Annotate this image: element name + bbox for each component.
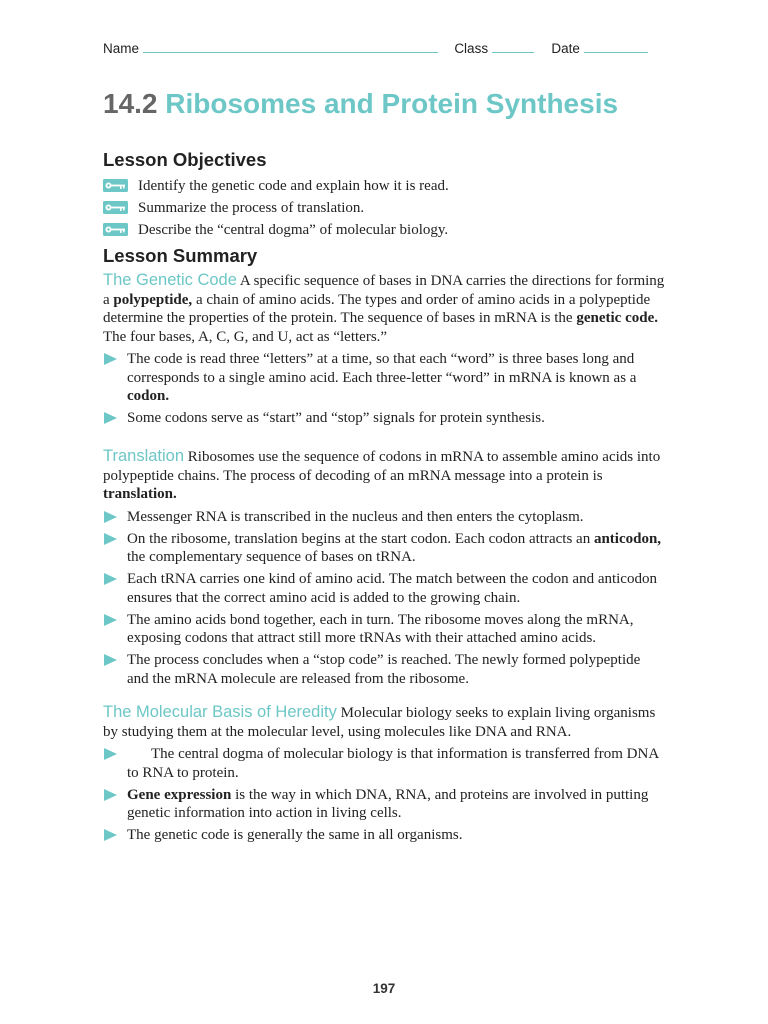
genetic-code-heading: The Genetic Code <box>103 271 237 289</box>
triangle-bullet-icon <box>104 533 117 545</box>
list-item: Messenger RNA is transcribed in the nucleus and then enters the cytoplasm. <box>103 508 665 527</box>
triangle-bullet-icon <box>104 789 117 801</box>
genetic-code-bullets <box>103 350 665 428</box>
triangle-bullet-icon <box>104 748 117 760</box>
key-icon <box>103 179 128 192</box>
objectives-list <box>103 175 673 241</box>
date-label: Date <box>551 41 580 56</box>
genetic-code-paragraph: The Genetic Code A specific sequence of bases in DNA carries the directions for forming a polypeptide, a chain of amino acids. The types and order of amino acids in a polypeptide determine the properties of the protein. The sequence of bases in mRNA is the genetic code. The four bases, A, C, G, and U, act as “letters.” <box>103 271 665 345</box>
objective-item: Describe the “central dogma” of molecular biology. <box>103 219 673 241</box>
list-item: The genetic code is generally the same in all organisms. <box>103 826 665 845</box>
page-number: 197 <box>372 981 396 996</box>
triangle-bullet-icon <box>104 829 117 841</box>
page-title <box>103 88 618 120</box>
list-item: The code is read three “letters” at a time, so that each “word” is three bases long and corresponds to a single amino acid. Each three-letter “word” in mRNA is known as a codon. <box>103 350 665 406</box>
translation-heading: Translation <box>103 447 185 465</box>
translation-bullets <box>103 508 665 689</box>
list-item: The amino acids bond together, each in turn. The ribosome moves along the mRNA, exposing codons that attract still more tRNAs with their attached amino acids. <box>103 611 665 648</box>
summary-heading: Lesson Summary <box>103 245 258 266</box>
translation-paragraph: Translation Ribosomes use the sequence of codons in mRNA to assemble amino acids into polypeptide chains. The process of decoding of an mRNA message into a protein is translation. <box>103 447 661 502</box>
date-field[interactable] <box>584 40 648 53</box>
list-item: Each tRNA carries one kind of amino acid. The match between the codon and anticodon ensures that the correct amino acid is added to the growing chain. <box>103 570 665 607</box>
objective-item: Summarize the process of translation. <box>103 197 673 219</box>
list-item: Gene expression is the way in which DNA, RNA, and proteins are involved in putting genetic information into action in living cells. <box>103 786 665 823</box>
genetic-code-section <box>103 271 665 431</box>
heredity-section <box>103 703 665 848</box>
name-field[interactable] <box>143 40 438 53</box>
list-item: The central dogma of molecular biology is that information is transferred from DNA to RNA to protein. <box>103 745 665 782</box>
heredity-bullets <box>103 745 665 845</box>
student-info-header <box>103 40 648 56</box>
list-item: On the ribosome, translation begins at the start codon. Each codon attracts an anticodon, the complementary sequence of bases on tRNA. <box>103 530 665 567</box>
translation-section <box>103 447 665 692</box>
triangle-bullet-icon <box>104 654 117 666</box>
class-label: Class <box>454 41 489 56</box>
triangle-bullet-icon <box>104 573 117 585</box>
heredity-paragraph: The Molecular Basis of Heredity Molecular biology seeks to explain living organisms by studying them at the molecular level, using molecules like DNA and RNA. <box>103 703 656 740</box>
lesson-number: 14.2 <box>103 88 158 119</box>
triangle-bullet-icon <box>104 353 117 365</box>
list-item: Some codons serve as “start” and “stop” signals for protein synthesis. <box>103 409 665 428</box>
key-icon <box>103 201 128 214</box>
triangle-bullet-icon <box>104 412 117 424</box>
triangle-bullet-icon <box>104 614 117 626</box>
key-icon <box>103 223 128 236</box>
lesson-title-text: Ribosomes and Protein Synthesis <box>165 88 619 119</box>
class-field[interactable] <box>492 40 534 53</box>
heredity-heading: The Molecular Basis of Heredity <box>103 703 337 721</box>
triangle-bullet-icon <box>104 511 117 523</box>
objective-item: Identify the genetic code and explain how it is read. <box>103 175 673 197</box>
list-item: The process concludes when a “stop code” is reached. The newly formed polypeptide and the mRNA molecule are released from the ribosome. <box>103 651 665 688</box>
objectives-heading: Lesson Objectives <box>103 149 267 170</box>
name-label: Name <box>103 41 140 56</box>
